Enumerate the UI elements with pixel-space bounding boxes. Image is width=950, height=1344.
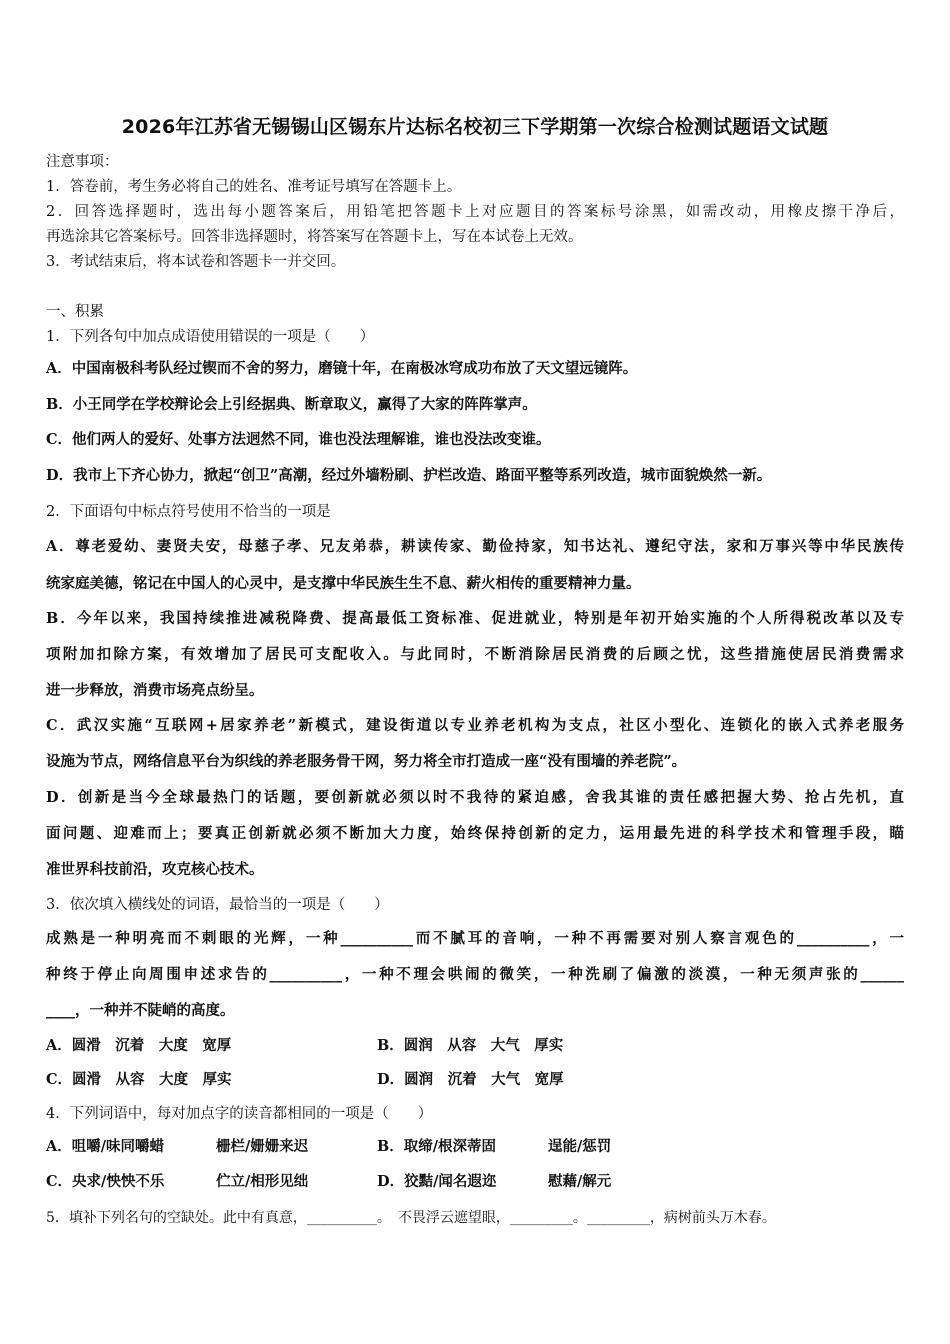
question-4-option-c-extra: 伫立/相形见绌 bbox=[216, 1173, 309, 1190]
question-4-option-d: D．狡黠/闻名遐迩 bbox=[377, 1173, 497, 1190]
exam-title: 2026年江苏省无锡锡山区锡东片达标名校初三下学期第一次综合检测试题语文试题 bbox=[121, 116, 829, 138]
question-1-option-d: D．我市上下齐心协力，掀起“创卫”高潮，经过外墙粉刷、护栏改造、路面平整等系列改造，城市面貌焕然一新。 bbox=[46, 467, 772, 484]
question-1-option-a: A．中国南极科考队经过锲而不舍的努力，磨镜十年，在南极冰穹成功布放了天文望远镜阵。 bbox=[46, 360, 638, 377]
question-1-option-b: B．小王同学在学校辩论会上引经据典、断章取义，赢得了大家的阵阵掌声。 bbox=[46, 396, 537, 413]
notice-item: 3．考试结束后，将本试卷和答题卡一并交回。 bbox=[46, 254, 346, 270]
question-3-line: 成熟是一种明亮而不刺眼的光辉，一种__________而不腻耳的音响，一种不再需要对别人察言观色的__________，一 bbox=[46, 930, 904, 947]
question-2-stem: 2．下面语句中标点符号使用不恰当的一项是 bbox=[46, 504, 331, 520]
question-2-line: D．创新是当今全球最热门的话题，要创新就必须以时不我待的紧迫感，舍我其谁的责任感把握大势、抢占先机，直 bbox=[46, 789, 904, 806]
question-1-option-c: C．他们两人的爱好、处事方法迥然不同，谁也没法理解谁，谁也没法改变谁。 bbox=[46, 431, 551, 448]
question-4-option-b: B．取缔/根深蒂固 bbox=[377, 1138, 497, 1155]
question-4-option-d-extra: 慰藉/解元 bbox=[548, 1173, 612, 1190]
question-1-stem: 1．下列各句中加点成语使用错误的一项是（ ） bbox=[46, 329, 375, 345]
question-2-line: 面问题、迎难而上；要真正创新就必须不断加大力度，始终保持创新的定力，运用最先进的科学技术和管理手段，瞄 bbox=[46, 825, 904, 842]
question-2-line: A．尊老爱幼、妻贤夫安，母慈子孝、兄友弟恭，耕读传家、勤俭持家，知书达礼、遵纪守法，家和万事兴等中华民族传 bbox=[46, 538, 904, 555]
notice-heading: 注意事项： bbox=[46, 154, 119, 170]
notice-item: 1．答卷前，考生务必将自己的姓名、准考证号填写在答题卡上。 bbox=[46, 179, 462, 195]
question-2-line: 设施为节点，网络信息平台为织线的养老服务骨干网，努力将全市打造成一座“没有围墙的养老院”。 bbox=[46, 753, 687, 770]
question-4-option-a: A．咀嚼/味同嚼蜡 bbox=[46, 1138, 165, 1155]
question-2-line: 进一步释放，消费市场亮点纷呈。 bbox=[46, 682, 264, 699]
question-3-line: ____，一种并不陡峭的高度。 bbox=[46, 1002, 235, 1019]
question-4-option-b-extra: 逞能/惩罚 bbox=[548, 1138, 612, 1155]
question-4-option-a-extra: 栅栏/姗姗来迟 bbox=[216, 1138, 309, 1155]
question-4-stem: 4．下列词语中，每对加点字的读音都相同的一项是（ ） bbox=[46, 1106, 433, 1122]
question-3-option-b: B．圆润 从容 大气 厚实 bbox=[377, 1037, 564, 1054]
question-2-line: 准世界科技前沿，攻克核心技术。 bbox=[46, 861, 264, 878]
question-2-line: 项附加扣除方案，有效增加了居民可支配收入。与此同时，不断消除居民消费的后顾之忧，这些措施使居民消费需求 bbox=[46, 646, 904, 663]
section-heading: 一、积累 bbox=[46, 304, 104, 320]
question-2-line: C．武汉实施“互联网+居家养老”新模式，建设街道以专业养老机构为支点，社区小型化、连锁化的嵌入式养老服务 bbox=[46, 717, 904, 734]
question-3-option-a: A．圆滑 沉着 大度 宽厚 bbox=[46, 1037, 232, 1054]
question-3-option-c: C．圆滑 从容 大度 厚实 bbox=[46, 1071, 232, 1088]
notice-item: 2．回答选择题时，选出每小题答案后，用铅笔把答题卡上对应题目的答案标号涂黑，如需改动，用橡皮擦干净后， bbox=[46, 204, 904, 220]
question-4-option-c: C．央求/怏怏不乐 bbox=[46, 1173, 165, 1190]
question-5-stem: 5．填补下列名句的空缺处。此中有真意，__________。 不畏浮云遮望眼，_________。_________，病树前头万木春。 bbox=[46, 1210, 776, 1226]
question-2-line: B．今年以来，我国持续推进减税降费、提高最低工资标准、促进就业，特别是年初开始实施的个人所得税改革以及专 bbox=[46, 610, 904, 627]
question-2-line: 统家庭美德，铭记在中国人的心灵中，是支撑中华民族生生不息、薪火相传的重要精神力量。 bbox=[46, 575, 641, 592]
notice-item: 再选涂其它答案标号。回答非选择题时，将答案写在答题卡上，写在本试卷上无效。 bbox=[46, 229, 583, 245]
question-3-option-d: D．圆润 沉着 大气 宽厚 bbox=[377, 1071, 564, 1088]
question-3-stem: 3．依次填入横线处的词语，最恰当的一项是（ ） bbox=[46, 897, 389, 913]
question-3-line: 种终于停止向周围申述求告的__________，一种不理会哄闹的微笑，一种洗刷了偏激的淡漠，一种无须声张的______ bbox=[46, 966, 904, 983]
